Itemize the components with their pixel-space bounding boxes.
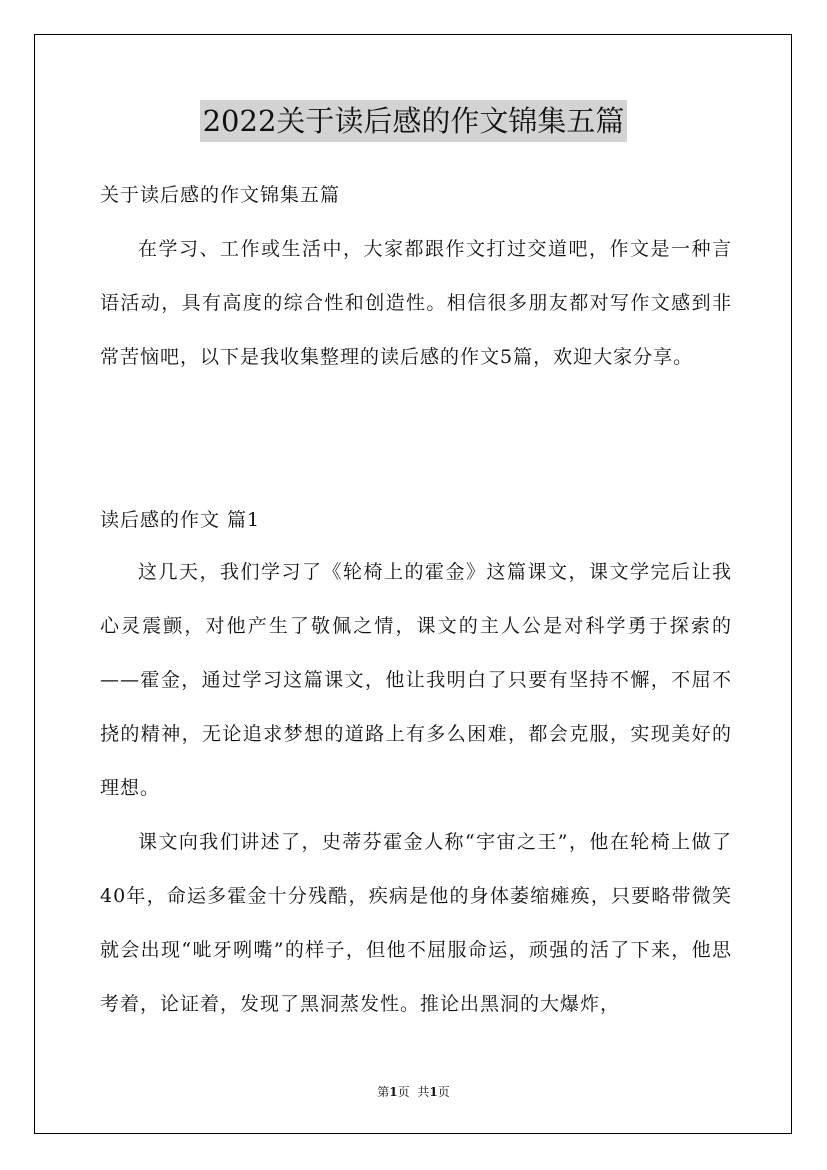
total-label-prefix: 共 xyxy=(417,1085,430,1099)
total-label-suffix: 页 xyxy=(437,1085,450,1099)
body-paragraph-1: 这几天，我们学习了《轮椅上的霍金》这篇课文，课文学完后让我心灵震颤，对他产生了敬佩之情，课文的主人公是对科学勇于探索的——霍金，通过学习这篇课文，他让我明白了只要有坚持不懈，不屈不挠的精神，无论追求梦想的道路上有多么困难，都会克服，实现美好的理想。 xyxy=(100,561,732,799)
page-label-suffix: 页 xyxy=(397,1085,410,1099)
page-number: 1 xyxy=(389,1085,398,1099)
intro-paragraph: 在学习、工作或生活中，大家都跟作文打过交道吧，作文是一种言语活动，具有高度的综合性和创造性。相信很多朋友都对写作文感到非常苦恼吧，以下是我收集整理的读后感的作文5篇，欢迎大家分享。 xyxy=(100,238,732,368)
document-title: 2022关于读后感的作文锦集五篇 xyxy=(200,100,628,142)
page-footer xyxy=(0,1084,827,1100)
body-paragraph-2: 课文向我们讲述了，史蒂芬霍金人称“宇宙之王”，他在轮椅上做了40年，命运多霍金十分残酷，疾病是他的身体萎缩瘫痪，只要略带微笑就会出现“呲牙咧嘴”的样子，但他不屈服命运，顽强的活了下来，他思考着，论证着，发现了黑洞蒸发性。推论出黑洞的大爆炸， xyxy=(100,831,732,1015)
document-subtitle: 关于读后感的作文锦集五篇 xyxy=(100,184,341,206)
total-pages: 1 xyxy=(429,1085,438,1099)
section-heading: 读后感的作文 篇1 xyxy=(100,509,261,531)
title-container xyxy=(0,100,827,142)
page-label-prefix: 第 xyxy=(377,1085,390,1099)
